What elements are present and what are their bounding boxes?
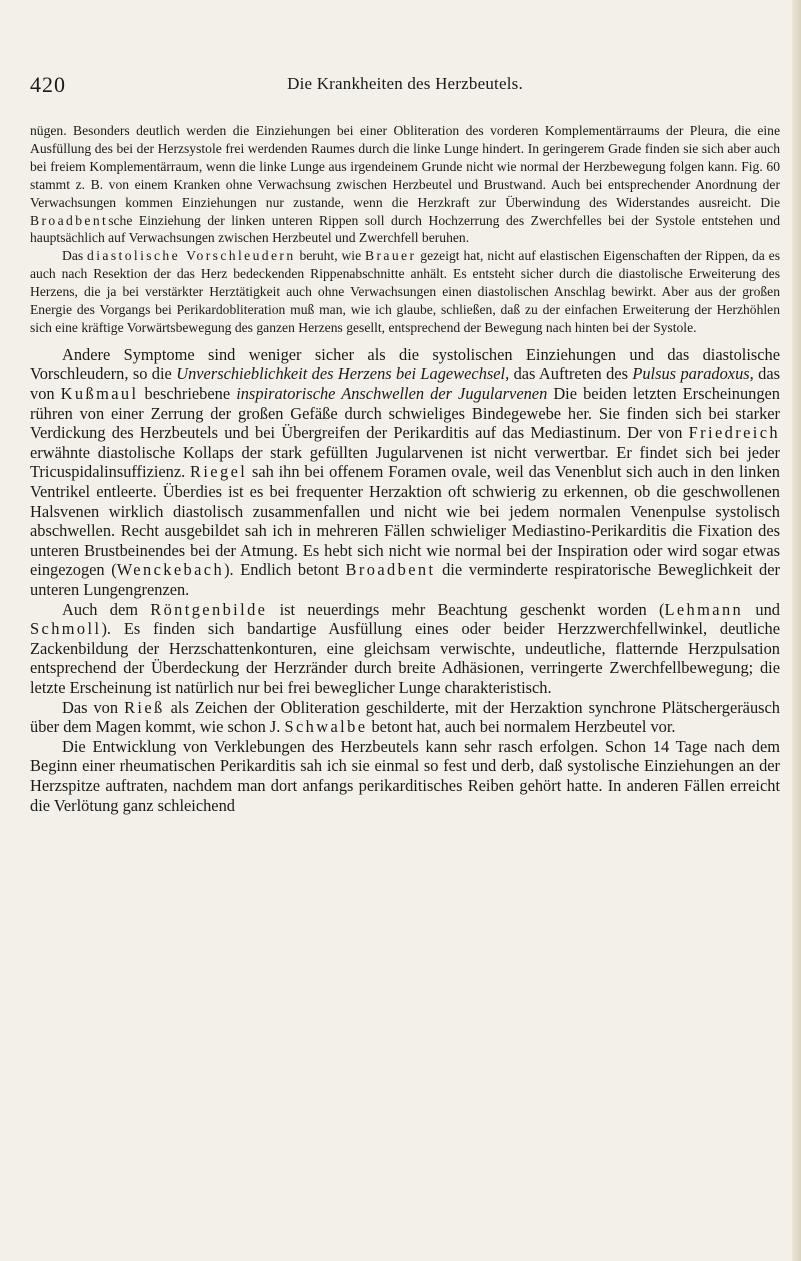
paragraph-5-text: als Zeichen der Obliteration geschilderte, mit der Herzaktion synchrone Plätschergeräusch über dem Magen kommt, wie schon J. <box>30 697 780 737</box>
paragraph-3-text: das Auftreten des <box>509 364 633 384</box>
paragraph-1 <box>30 122 780 247</box>
paragraph-3-text: ). Endlich betont <box>224 560 346 580</box>
author-name: Schwalbe <box>284 717 368 737</box>
paragraph-4-text: Auch dem <box>62 599 151 619</box>
paragraph-3-text: das von <box>30 364 780 404</box>
author-name: Rieß <box>124 697 165 717</box>
paragraph-4-text: ist neuerdings mehr Beachtung geschenkt worden ( <box>267 599 665 619</box>
paragraph-5-text: betont hat, auch bei normalem Herzbeutel vor. <box>367 717 676 737</box>
paragraph-4-text: und <box>743 599 780 619</box>
paragraph-1-text: nügen. Besonders deutlich werden die Einziehungen bei einer Obliteration des vorderen Komplementärraums der Pleura, die eine Ausfüllung des bei der Herzsystole frei werdenden Raumes durch die linke Lunge hindert. In geringerem Grade finden sie sich aber auch bei freiem Komplementärraum, wenn die linke Lunge aus irgendeinem Grunde nicht wie normal der Herzbewegung folgen kann. Fig. 60 stammt z. B. von einem Kranken ohne Verwachsung zwischen Herzbeutel und Brustwand. Auch bei entsprechender Anordnung der Verwachsungen kommen Einziehungen nur zustande, wenn die Herzkraft zur Überwindung des Widerstandes ausreicht. Die <box>30 123 780 210</box>
paragraph-4 <box>30 600 780 698</box>
author-name: Friedreich <box>688 423 780 443</box>
author-name: Brauer <box>365 248 417 264</box>
author-name: Kußmaul <box>60 384 139 404</box>
paragraph-2-text-rest: gezeigt hat, nicht auf elastischen Eigenschaften der Rippen, da es auch nach Resektion der das Herz bedeckenden Rippenabschnitte anhält. Es entsteht sicher durch die diastolische Erweiterung des Herzens, die ja bei verstärkter Herztätigkeit auch ohne Verwachsungen einen diastolischen Anschlag bewirkt. Aber aus der großen Energie des Vorgangs bei Perikardobliteration muß man, wie ich glaube, schließen, daß zu der einfachen Erweiterung der Herzhöhlen sich eine kräftige Vorwärtsbewegung des ganzen Herzens gesellt, entsprechend der Bewegung nach hinten bei der Systole. <box>30 248 780 335</box>
page-number: 420 <box>30 72 66 97</box>
paragraph-2 <box>30 247 780 337</box>
paragraph-3-text: die verminderte respiratorische Beweglichkeit der unteren Lungengrenzen. <box>30 560 780 599</box>
italic-term: Unverschieblichkeit des Herzens bei Lagewechsel, <box>176 364 510 384</box>
paragraph-2-text: beruht, wie <box>295 248 366 264</box>
paragraph-3-text: beschriebene <box>138 384 237 404</box>
author-name: Wenckebach <box>116 560 225 580</box>
paragraph-6 <box>30 737 780 815</box>
author-name: Broadbent <box>345 560 436 580</box>
body-text <box>30 122 780 815</box>
italic-term: inspiratorische Anschwellen der Jugularvenen <box>236 384 548 404</box>
italic-term: Pulsus paradoxus, <box>632 364 754 384</box>
spaced-term: Röntgenbilde <box>150 599 268 619</box>
book-page <box>30 0 780 1261</box>
author-name: Broadbent <box>30 212 109 228</box>
running-title: Die Krankheiten des Herzbeutels. <box>287 74 523 93</box>
author-name: Lehmann <box>664 599 744 619</box>
paragraph-1-text-rest: sche Einziehung der linken unteren Rippen soll durch Hochzerrung des Zwerchfelles bei der Systole entstehen und hauptsächlich auf Verwachsungen zwischen Herzbeutel und Zwerchfell beruhen. <box>30 212 780 246</box>
paragraph-4-text: ). Es finden sich bandartige Ausfüllung eines oder beider Herzzwerchfellwinkel, deutliche Zackenbildung der Herzschattenkonturen, eine gleichsam verwischte, undeutliche, flatternde Herzpulsation entsprechend der Überdeckung der Herzränder durch breite Adhäsionen, verringerte Zwerchfellbewegung; die letzte Erscheinung ist natürlich nur bei frei beweglicher Lunge charakteristisch. <box>30 619 780 697</box>
page-edge <box>792 0 801 1261</box>
paragraph-3-text: erwähnte diastolische Kollaps der stark gefüllten Jugularvenen ist nicht verwertbar. Er findet sich bei jeder Tricuspidalinsuffizienz. <box>30 442 780 482</box>
paragraph-3-text: Andere Symptome sind weniger sicher als die systolischen Einziehungen und das diastolische Vorschleudern, so die <box>30 344 780 384</box>
page-header <box>30 72 780 100</box>
paragraph-5-text: Das von <box>62 697 125 717</box>
paragraph-3-text: sah ihn bei offenem Foramen ovale, weil das Venenblut sich auch in den linken Ventrikel entleerte. Überdies ist es bei frequenter Herzaktion oft schwierig zu erkennen, ob die geschwollenen Halsvenen wirklich diastolisch zusammenfallen und nicht wie bei jedem normalen Venenpulse systolisch abschwellen. Recht ausgebildet sah ich in mehreren Fällen schwieliger Mediastino-Perikarditis die Fixation des unteren Brustbeinendes bei der Atmung. Es hebt sich nicht wie normal bei der Inspiration oder wird sogar etwas eingezogen ( <box>30 462 780 580</box>
paragraph-3 <box>30 345 780 600</box>
author-name: Riegel <box>190 462 248 482</box>
paragraph-5 <box>30 698 780 737</box>
paragraph-3-text: Die beiden letzten Erscheinungen rühren von einer Zerrung der großen Gefäße durch schwieliges Bindegewebe her. Sie finden sich bei starker Verdickung des Herzbeutels und bei Übergreifen der Perikarditis auf das Mediastinum. Der von <box>30 384 780 443</box>
paragraph-6-text: Die Entwicklung von Verklebungen des Herzbeutels kann sehr rasch erfolgen. Schon 14 Tage nach dem Beginn einer rheumatischen Perikarditis sah ich sie einmal so fest und derb, daß systolische Einziehungen an der Herzspitze auftraten, nachdem man dort anfangs perikarditisches Reiben gehört hatte. In anderen Fällen erreicht die Verlötung ganz schleichend <box>30 736 780 815</box>
paragraph-2-text: Das <box>62 248 88 264</box>
author-name: Schmoll <box>30 619 102 639</box>
spaced-term: diastolische Vorschleudern <box>87 248 296 264</box>
